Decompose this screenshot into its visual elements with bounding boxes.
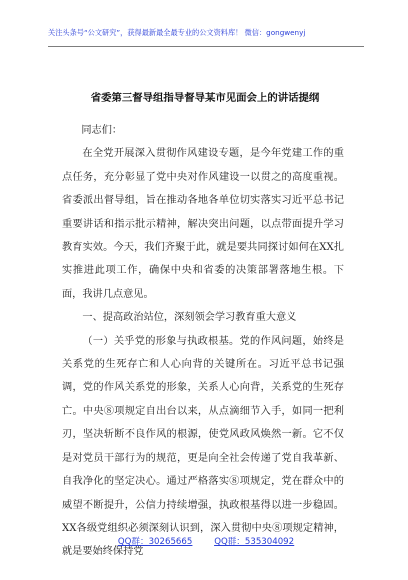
intro-paragraph: 在全党开展深入贯彻作风建设专题，是今年党建工作的重点任务，充分彰显了党中央对作风建设一以贯之的高度重视。省委派出督导组，旨在推动各地各单位切实落实习近平总书记重要讲话和指示批示精神，解决突出问题，以点带面提升学习教育实效。今天，我们齐聚于此，就是要共同探讨如何在XX扎实推进此项工作，确保中央和省委的决策部署落地生根。下面，我讲几点意见。: [62, 148, 344, 300]
qq-number-1: 30265665: [148, 537, 193, 547]
header-banner: 关注头条号“公文研究”，获得最新最全最专业的公文资料库！ 微信：gongwenyj: [48, 28, 306, 37]
qq-number-2: 535304092: [244, 537, 295, 547]
section-heading: 一、提高政治站位，深刻领会学习教育重大意义: [82, 312, 297, 324]
subsection-paragraph: （一）关乎党的形象与执政根基。党的作风问题，始终是关系党的生死存亡和人心向背的关键所在。习近平总书记强调，党的作风关系党的形象，关系人心向背，关系党的生死存亡。中央⑧项规定自出台以来，从点滴细节入手，如同一把利刃，坚决斩断不良作风的根源，使党风政风焕然一新。它不仅是对党员干部行为的规范，更是向全社会传递了党自我革新、自我净化的坚定决心。通过严格落实⑧项规定，党在群众中的威望不断提升，公信力持续增强，执政根基得以进一步稳固。XX各级党组织必须深刻认识到，深入贯彻中央⑧项规定精神，就是要始终保持党: [62, 335, 344, 558]
document-body: [62, 119, 344, 564]
document-title: 省委第三督导组指导督导某市见面会上的讲话提纲: [90, 92, 320, 104]
qq-group-1: [118, 537, 192, 547]
footer-qq-groups: [48, 535, 364, 547]
header-divider: [48, 46, 364, 47]
qq-label-1: QQ群：: [117, 537, 149, 547]
qq-group-2: [214, 537, 294, 547]
qq-label-2: QQ群：: [214, 537, 245, 547]
salutation: 同志们：: [81, 125, 123, 136]
